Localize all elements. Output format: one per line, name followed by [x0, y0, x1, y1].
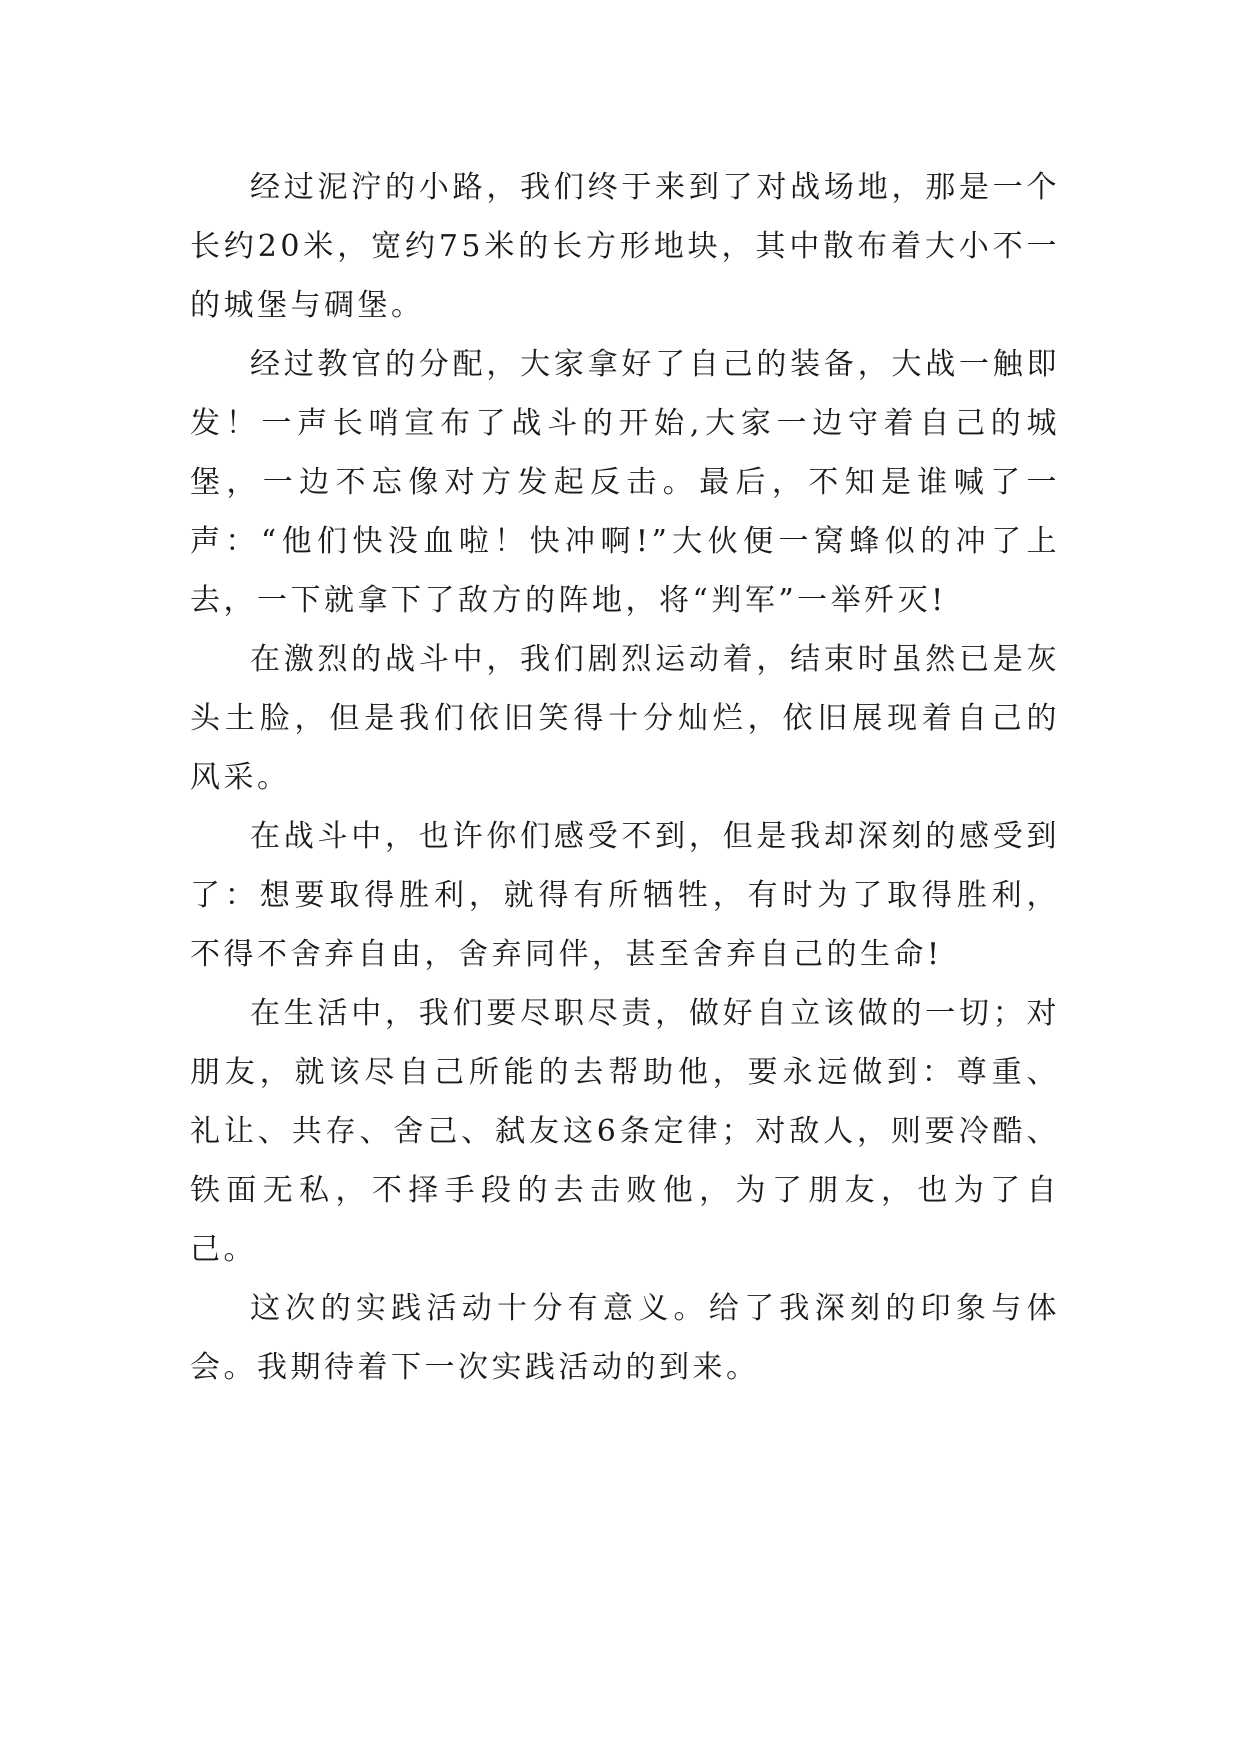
document-body — [190, 158, 1060, 1397]
paragraph-5: 在生活中，我们要尽职尽责，做好自立该做的一切；对朋友，就该尽自己所能的去帮助他，要永远做到：尊重、礼让、共存、舍己、弑友这6条定律；对敌人，则要冷酷、铁面无私，不择手段的去击败他，为了朋友，也为了自己。 — [190, 996, 1060, 1267]
paragraph-3: 在激烈的战斗中，我们剧烈运动着，结束时虽然已是灰头土脸，但是我们依旧笑得十分灿烂，依旧展现着自己的风采。 — [190, 642, 1060, 795]
paragraph-4: 在战斗中，也许你们感受不到，但是我却深刻的感受到了：想要取得胜利，就得有所牺牲，有时为了取得胜利，不得不舍弃自由，舍弃同伴，甚至舍弃自己的生命! — [190, 819, 1060, 972]
paragraph-6: 这次的实践活动十分有意义。给了我深刻的印象与体会。我期待着下一次实践活动的到来。 — [190, 1291, 1060, 1385]
paragraph-1: 经过泥泞的小路，我们终于来到了对战场地，那是一个长约20米，宽约75米的长方形地块，其中散布着大小不一的城堡与碉堡。 — [190, 170, 1060, 323]
paragraph-2: 经过教官的分配，大家拿好了自己的装备，大战一触即发！一声长哨宣布了战斗的开始,大家一边守着自己的城堡，一边不忘像对方发起反击。最后，不知是谁喊了一声：“他们快没血啦！快冲啊!”大伙便一窝蜂似的冲了上去，一下就拿下了敌方的阵地，将“判军”一举歼灭! — [190, 347, 1060, 618]
